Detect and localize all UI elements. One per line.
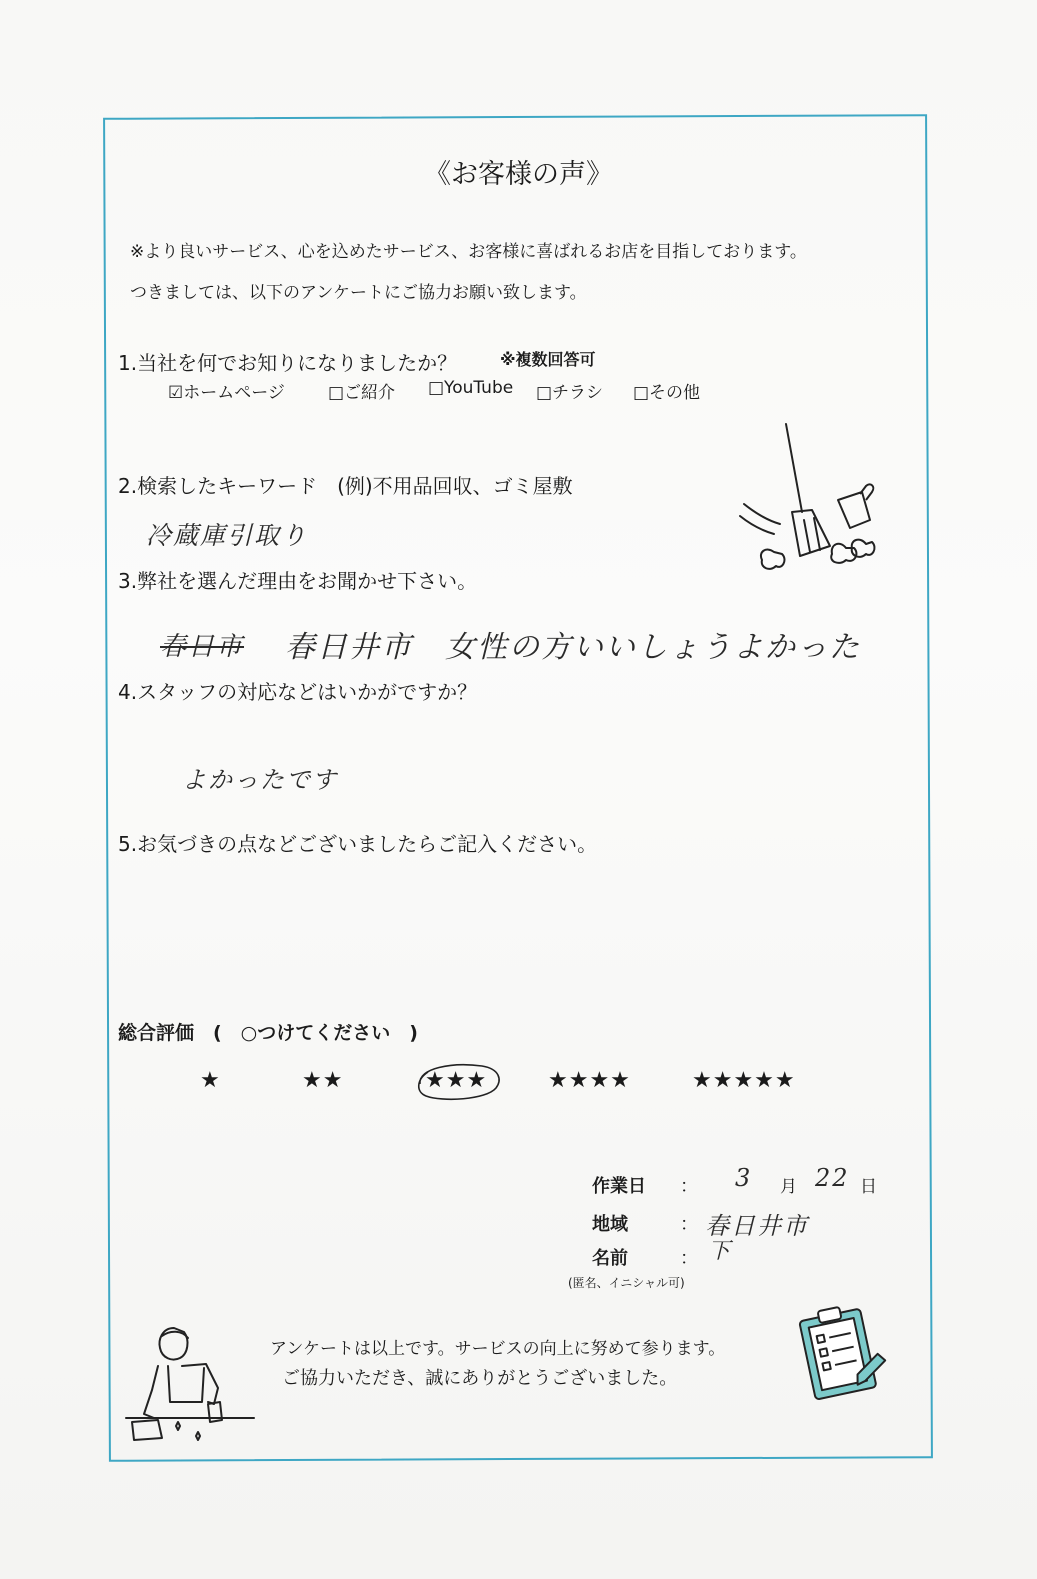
q1-option-other[interactable]: □その他 [633, 383, 701, 403]
survey-title: 《お客様の声》 [424, 159, 613, 190]
rating-selected-circle [412, 1058, 504, 1106]
intro-line-2: つきましては、以下のアンケートにご協力お願い致します。 [130, 283, 587, 303]
q5-label: 5.お気づきの点などございましたらご記入ください。 [118, 832, 598, 856]
area-value[interactable]: 春日井市 [705, 1212, 809, 1240]
rating-option-2[interactable]: ★★ [302, 1068, 344, 1093]
area-colon: ： [680, 1214, 698, 1235]
day-unit: 日 [860, 1177, 877, 1197]
work-date-month[interactable]: 3 [735, 1164, 753, 1192]
q2-label: 2.検索したキーワード (例)不用品回収、ゴミ屋敷 [118, 474, 573, 498]
rating-option-3[interactable]: ★★★ [425, 1068, 488, 1093]
intro-line-1: ※より良いサービス、心を込めたサービス、お客様に喜ばれるお店を目指しております。 [130, 242, 807, 262]
closing-line-2: ご協力いただき、誠にありがとうございました。 [282, 1368, 678, 1389]
q1-label: 1.当社を何でお知りになりましたか？ [118, 351, 458, 375]
month-unit: 月 [780, 1177, 797, 1197]
q3-answer[interactable]: 春日井市 女性の方いいしょうよかった [285, 630, 861, 665]
q1-option-homepage[interactable]: ☑ホームページ [168, 383, 285, 403]
work-date-colon: ： [680, 1176, 698, 1197]
q1-option-youtube[interactable]: □YouTube [428, 378, 514, 398]
work-date-day[interactable]: 22 [815, 1164, 850, 1192]
closing-line-1: アンケートは以上です。サービスの向上に努めて参ります。 [270, 1339, 726, 1359]
q1-option-flyer[interactable]: □チラシ [536, 383, 604, 403]
rating-option-4[interactable]: ★★★★ [548, 1068, 631, 1093]
q3-struck-answer: 春日市 [160, 632, 245, 662]
work-date-label: 作業日 [592, 1176, 646, 1197]
name-colon: ： [680, 1248, 698, 1269]
clipboard-icon [788, 1300, 888, 1400]
q1-note: ※複数回答可 [500, 350, 596, 369]
rating-label: 総合評価 ( ○つけてください ) [118, 1022, 418, 1044]
q1-option-referral[interactable]: □ご紹介 [328, 383, 396, 403]
person-cleaning-icon [124, 1322, 254, 1452]
q4-label: 4.スタッフの対応などはいかがですか？ [118, 680, 478, 704]
q3-label: 3.弊社を選んだ理由をお聞かせ下さい。 [118, 569, 478, 593]
dustpan-icon [832, 480, 892, 540]
rating-option-5[interactable]: ★★★★★ [692, 1068, 796, 1093]
area-label: 地域 [592, 1214, 628, 1235]
q4-answer[interactable]: よかったです [182, 766, 338, 794]
rating-option-1[interactable]: ★ [200, 1068, 221, 1093]
q2-answer[interactable]: 冷蔵庫引取り [146, 521, 309, 550]
name-value[interactable]: 下 [708, 1239, 733, 1264]
name-label: 名前 [592, 1248, 628, 1269]
name-note: (匿名、イニシャル可) [568, 1276, 685, 1290]
